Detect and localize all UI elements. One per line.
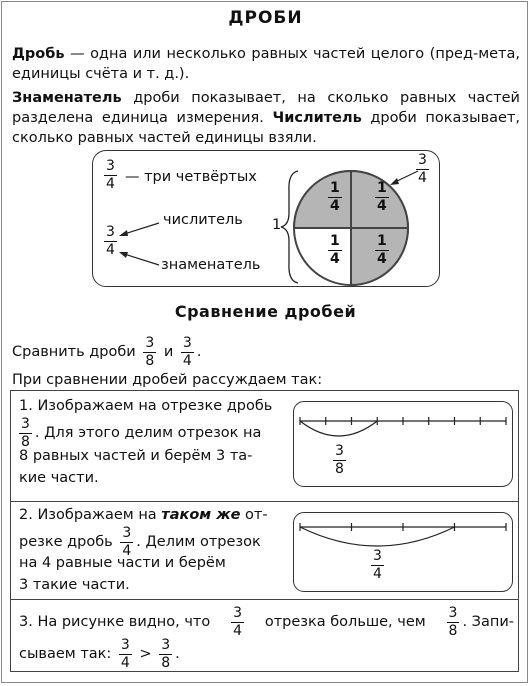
- s3-line1: [19, 606, 514, 638]
- p-num: 3: [418, 152, 427, 168]
- q-den: 4: [377, 197, 387, 214]
- fraction-denominator: 4: [106, 241, 115, 258]
- q-den: 4: [377, 250, 387, 267]
- term-fraction: Дробь: [12, 46, 65, 62]
- q-num: 1: [377, 233, 387, 249]
- s3-frac-b: [447, 606, 460, 638]
- s1-num: 3: [21, 416, 30, 432]
- s3-l1c: . Запи-: [462, 614, 514, 631]
- intro-fraction-b: [181, 336, 194, 368]
- s2-l2b: . Делим отрезок: [136, 534, 261, 551]
- s3-frac-a: [231, 606, 244, 638]
- step-2-text: [19, 504, 291, 596]
- step-2: [11, 501, 518, 599]
- pointer-fraction: [416, 153, 429, 185]
- seg1-num: 3: [335, 443, 344, 459]
- term-denominator: Знаменатель: [12, 90, 122, 106]
- quarter-top-left: [294, 171, 351, 228]
- quarter-label-top-left: [328, 181, 342, 213]
- s2-l2a: резке дробь: [19, 534, 113, 551]
- and-word: и: [163, 344, 174, 360]
- intro-prefix: Сравнить дроби: [12, 344, 136, 360]
- seg2-den: 4: [373, 565, 382, 582]
- quarter-label-top-right: [375, 181, 389, 213]
- numerator-label: числитель: [163, 212, 243, 228]
- denominator-arrowhead: [119, 252, 128, 258]
- a-den: 8: [145, 352, 155, 369]
- q-num: 1: [330, 180, 340, 196]
- segment-2-label: [371, 549, 384, 581]
- quarter-label-bottom-right: [375, 234, 389, 266]
- fraction-numerator: 3: [106, 224, 115, 240]
- s2-den: 4: [122, 542, 132, 559]
- s2-line4: 3 такие части.: [19, 577, 130, 593]
- comparison-heading: Сравнение дробей: [174, 302, 357, 321]
- step-3: [11, 599, 518, 671]
- s3-frac-c: [119, 638, 132, 670]
- s3-c-den: 4: [120, 655, 130, 672]
- seg1-den: 8: [335, 460, 344, 477]
- s2-l1a: 2. Изображаем на: [19, 507, 162, 523]
- q-den: 4: [330, 197, 340, 214]
- seg2-num: 3: [373, 548, 382, 564]
- b-den: 4: [182, 352, 192, 369]
- s3-b-den: 8: [448, 622, 458, 639]
- s1-line1: 1. Изображаем на отрезке дробь: [19, 398, 273, 414]
- b-num: 3: [182, 334, 192, 351]
- fraction-diagram: [92, 150, 440, 287]
- quarter-label-bottom-left: [328, 234, 342, 266]
- denominator-text: дроби показывает, на сколько равных частей разделена единица измерения.: [12, 90, 520, 126]
- segment-1-label: [333, 444, 346, 476]
- s1-line3: 8 равных частей и берём 3 та-: [19, 448, 253, 464]
- step-3-text: [19, 606, 514, 671]
- definition-fraction-text: — одна или несколько равных частей целого (пред-мета, единицы счёта и т. д.).: [12, 46, 520, 82]
- q-den: 4: [330, 250, 340, 267]
- s2-line1: [19, 504, 291, 526]
- denominator-label: знаменатель: [161, 257, 261, 273]
- s3-d-den: 8: [161, 655, 171, 672]
- s3-a-den: 4: [233, 622, 242, 639]
- reasoning-line: При сравнении дробей рассуждаем так:: [12, 372, 323, 388]
- term-numerator: Числитель: [272, 110, 362, 126]
- brace-one-label: 1: [272, 217, 282, 233]
- s3-c-num: 3: [120, 637, 130, 654]
- intro-fraction-a: [143, 336, 156, 368]
- definition-terms: [12, 88, 520, 148]
- s3-a-num: 3: [233, 605, 242, 621]
- s2-bold: таком же: [161, 507, 241, 523]
- segment-box-2: [293, 512, 513, 592]
- segment-2-svg: [294, 513, 512, 591]
- s2-line3: на 4 равные части и берём: [19, 555, 226, 571]
- page-title: ДРОБИ: [228, 8, 303, 28]
- s3-l1b: отрезка больше, чем: [264, 614, 426, 631]
- q-num: 1: [330, 233, 340, 249]
- q-num: 1: [377, 180, 387, 196]
- pointer-arrowhead: [390, 178, 399, 185]
- step-1: [11, 391, 518, 501]
- numerator-arrowhead: [119, 230, 128, 236]
- s3-l1a: 3. На рисунке видно, что: [19, 614, 211, 631]
- fraction-numerator: 3: [106, 158, 115, 174]
- s3-gt: >: [139, 646, 152, 663]
- comparison-intro: [12, 334, 520, 370]
- intro-period: .: [196, 344, 202, 360]
- s2-l1b: от-: [240, 507, 268, 523]
- segment-arc: [300, 527, 455, 546]
- s2-num: 3: [122, 525, 132, 541]
- fraction-denominator: 4: [106, 175, 115, 192]
- segment-box-1: [293, 401, 513, 487]
- p-den: 4: [418, 169, 427, 186]
- comparison-steps: [10, 390, 519, 672]
- s3-frac-d: [159, 638, 172, 670]
- three-quarters-words: — три четвёртых: [125, 169, 257, 185]
- s3-d-num: 3: [161, 637, 171, 654]
- s1-line2: . Для этого делим отрезок на: [34, 425, 262, 442]
- step-1-text: [19, 395, 289, 489]
- s3-b-num: 3: [448, 605, 458, 621]
- s3-line2: [19, 638, 514, 670]
- s3-period: .: [175, 646, 180, 663]
- a-num: 3: [145, 334, 155, 351]
- numerator-text: дроби показывает, сколько равных частей единицы взяли.: [12, 110, 520, 146]
- s1-den: 8: [21, 433, 30, 450]
- segment-1-svg: [294, 402, 512, 486]
- s1-line2-wrap: [19, 416, 289, 450]
- definition-fraction: [12, 44, 520, 84]
- s3-l2a: сываем так:: [19, 646, 112, 663]
- s2-line2: [19, 525, 291, 559]
- s1-line4: кие части.: [19, 470, 99, 486]
- segment-arc: [300, 421, 377, 436]
